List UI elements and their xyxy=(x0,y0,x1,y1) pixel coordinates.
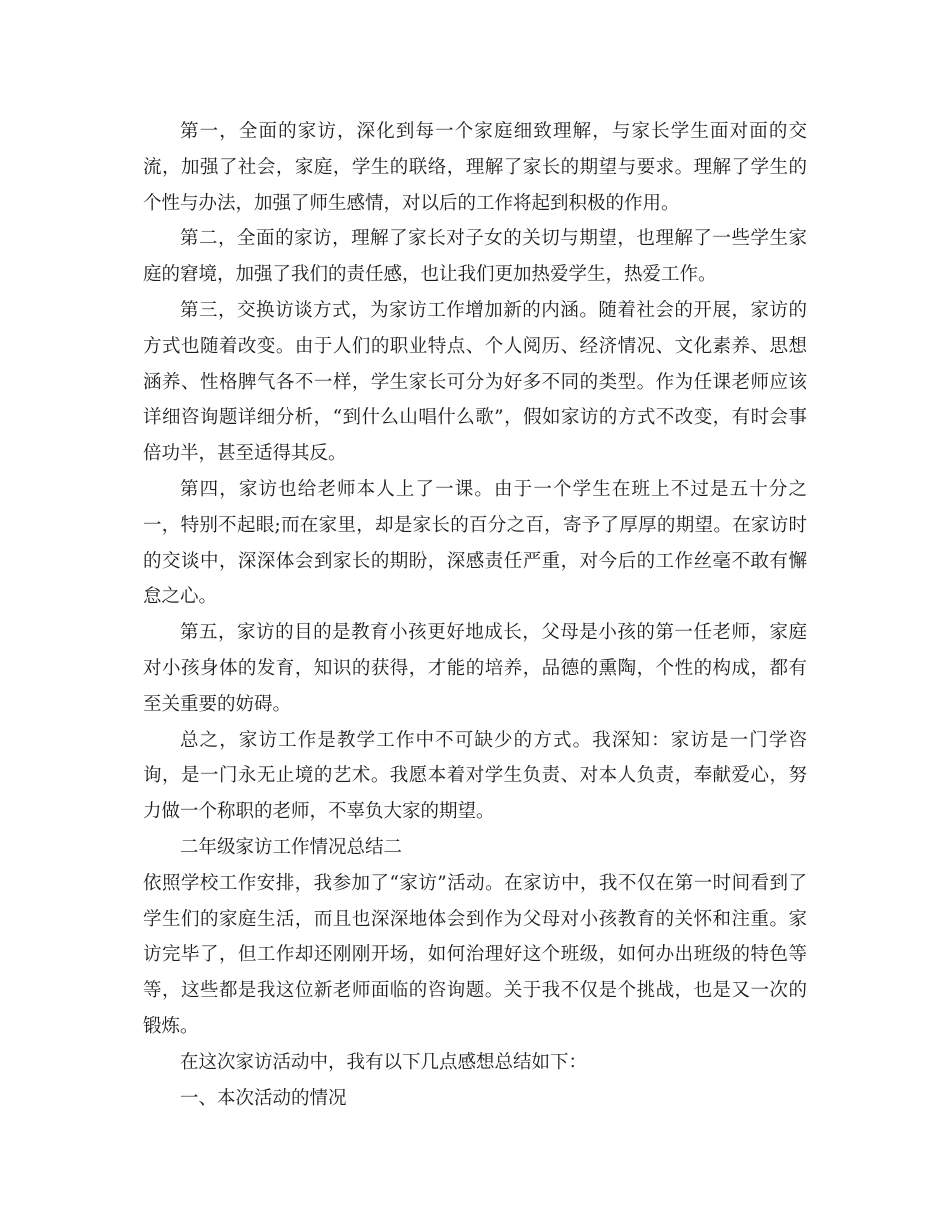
paragraph-summary-lead: 在这次家访活动中，我有以下几点感想总结如下： xyxy=(180,1051,588,1073)
document-body xyxy=(143,114,807,1116)
subsection-heading: 一、本次活动的情况 xyxy=(180,1087,347,1109)
paragraph-intro: 依照学校工作安排，我参加了“家访”活动。在家访中，我不仅在第一时间看到了学生们的家庭生活，而且也深深地体会到作为父母对小孩教育的关怀和注重。家访完毕了，但工作却还刚刚开场，如何治理好这个班级，如何办出班级的特色等等，这些都是我这位新老师面临的咨询题。关于我不仅是个挑战，也是又一次的锻炼。 xyxy=(143,872,807,1037)
paragraph-second-point: 第二，全面的家访，理解了家长对子女的关切与期望，也理解了一些学生家庭的窘境，加强了我们的责任感，也让我们更加热爱学生，热爱工作。 xyxy=(143,228,807,286)
paragraph-third-point: 第三，交换访谈方式，为家访工作增加新的内涵。随着社会的开展，家访的方式也随着改变。由于人们的职业特点、个人阅历、经济情况、文化素养、思想涵养、性格脾气各不一样，学生家长可分为好多不同的类型。作为任课老师应该详细咨询题详细分析，“到什么山唱什么歌”，假如家访的方式不改变，有时会事倍功半，甚至适得其反。 xyxy=(143,299,807,465)
section-heading: 二年级家访工作情况总结二 xyxy=(180,836,403,858)
paragraph-first-point: 第一，全面的家访，深化到每一个家庭细致理解，与家长学生面对面的交流，加强了社会，家庭，学生的联络，理解了家长的期望与要求。理解了学生的个性与办法，加强了师生感情，对以后的工作将起到积极的作用。 xyxy=(143,121,807,214)
paragraph-conclusion: 总之，家访工作是教学工作中不可缺少的方式。我深知：家访是一门学咨询，是一门永无止境的艺术。我愿本着对学生负责、对本人负责，奉献爱心，努力做一个称职的老师，不辜负大家的期望。 xyxy=(143,729,807,823)
paragraph-fourth-point: 第四，家访也给老师本人上了一课。由于一个学生在班上不过是五十分之一，特别不起眼;而在家里，却是家长的百分之百，寄予了厚厚的期望。在家访时的交谈中，深深体会到家长的期盼，深感责任严重，对今后的工作丝毫不敢有懈怠之心。 xyxy=(143,478,807,608)
paragraph-fifth-point: 第五，家访的目的是教育小孩更好地成长，父母是小孩的第一任老师，家庭对小孩身体的发育，知识的获得，才能的培养，品德的熏陶，个性的构成，都有至关重要的妨碍。 xyxy=(143,622,807,715)
